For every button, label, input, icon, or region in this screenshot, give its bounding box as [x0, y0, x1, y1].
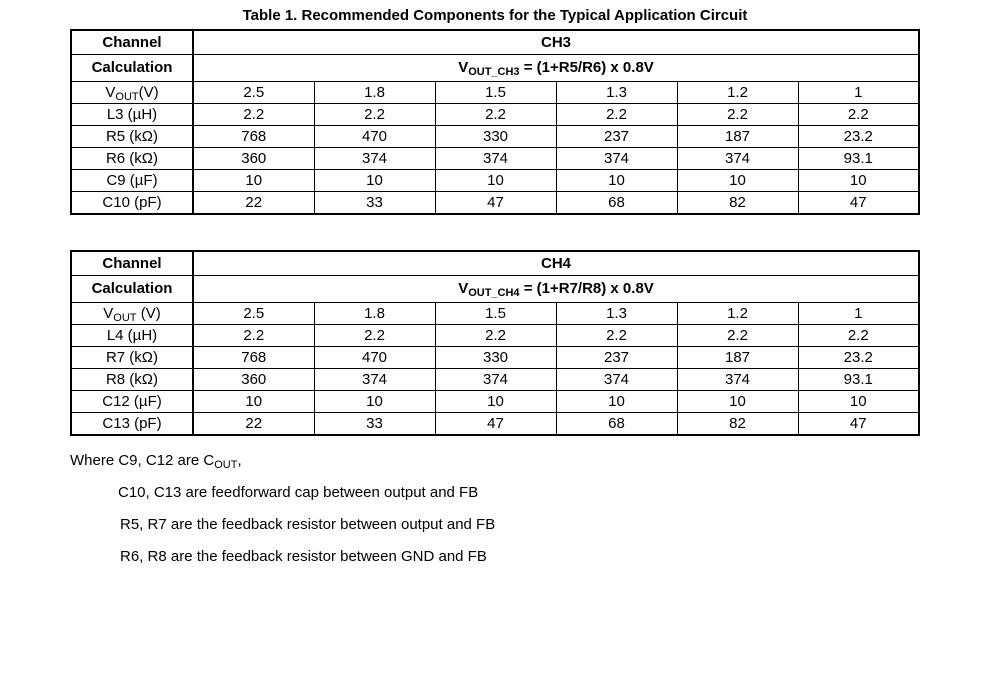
formula-rest: = (1+R5/R6) x 0.8V [519, 59, 654, 76]
row-label-main: C9 (µF) [106, 172, 158, 189]
channel-row [71, 251, 919, 276]
table-cell: 768 [193, 126, 314, 148]
table-cell: 2.2 [314, 104, 435, 126]
row-label [71, 369, 193, 391]
ch4-table-body [71, 251, 919, 435]
table-row [71, 126, 919, 148]
table-row [71, 104, 919, 126]
table-cell: 2.2 [556, 325, 677, 347]
table-cell: 470 [314, 347, 435, 369]
calculation-formula [193, 55, 919, 82]
table-cell: 10 [556, 391, 677, 413]
table-cell: 237 [556, 347, 677, 369]
row-label-main: R7 (kΩ) [105, 349, 159, 366]
table-cell: 2.2 [435, 325, 556, 347]
table-cell: 10 [677, 170, 798, 192]
row-label-sub: OUT [113, 312, 137, 324]
table-cell: 374 [314, 369, 435, 391]
table-cell: 10 [556, 170, 677, 192]
table-cell: 374 [556, 148, 677, 170]
calculation-label: Calculation [71, 55, 193, 82]
calculation-formula [193, 276, 919, 303]
table-cell: 374 [677, 369, 798, 391]
table-cell: 374 [435, 148, 556, 170]
channel-value: CH3 [193, 30, 919, 55]
table-cell: 330 [435, 347, 556, 369]
table-cell: 93.1 [798, 148, 919, 170]
table-row [71, 303, 919, 325]
row-label [71, 413, 193, 436]
row-label-unit: (V) [138, 84, 159, 101]
table-cell: 1.8 [314, 82, 435, 104]
row-label-main: C12 (µF) [102, 393, 162, 410]
table-cell: 10 [798, 391, 919, 413]
table-cell: 10 [798, 170, 919, 192]
row-label [71, 148, 193, 170]
table-cell: 47 [435, 192, 556, 215]
table-cell: 1.5 [435, 82, 556, 104]
row-label-main: V [103, 305, 114, 322]
table-cell: 2.2 [677, 104, 798, 126]
row-label-main: C10 (pF) [102, 194, 162, 211]
table-cell: 2.2 [798, 325, 919, 347]
channel-row [71, 30, 919, 55]
row-label [71, 104, 193, 126]
table-cell: 1.3 [556, 82, 677, 104]
table-cell: 374 [677, 148, 798, 170]
table-cell: 93.1 [798, 369, 919, 391]
table-cell: 82 [677, 413, 798, 436]
table-cell: 1 [798, 303, 919, 325]
channel-value: CH4 [193, 251, 919, 276]
calculation-row [71, 55, 919, 82]
formula-rest: = (1+R7/R8) x 0.8V [519, 280, 654, 297]
row-label-unit: (V) [136, 305, 161, 322]
table-cell: 1 [798, 82, 919, 104]
table-cell: 1.2 [677, 82, 798, 104]
formula-sub: OUT_CH3 [468, 66, 520, 78]
row-label [71, 82, 193, 104]
table-cell: 10 [677, 391, 798, 413]
table-cell: 1.5 [435, 303, 556, 325]
table-cell: 10 [314, 391, 435, 413]
table-cell: 23.2 [798, 126, 919, 148]
table-cell: 768 [193, 347, 314, 369]
table-cell: 470 [314, 126, 435, 148]
formula-v: V [458, 59, 469, 76]
table-row [71, 369, 919, 391]
table-cell: 2.2 [556, 104, 677, 126]
table-cell: 22 [193, 413, 314, 436]
table-cell: 10 [435, 391, 556, 413]
table-row [71, 82, 919, 104]
table-cell: 10 [193, 170, 314, 192]
table-cell: 47 [798, 192, 919, 215]
formula-sub: OUT_CH4 [468, 287, 520, 299]
ch4-component-table [70, 250, 920, 436]
table-cell: 374 [435, 369, 556, 391]
table-cell: 2.2 [677, 325, 798, 347]
row-label-main: L4 (µH) [106, 327, 158, 344]
row-label-main: R6 (kΩ) [105, 150, 159, 167]
table-cell: 2.5 [193, 82, 314, 104]
note-cout-sub: OUT [214, 459, 238, 471]
row-label [71, 325, 193, 347]
table-cell: 22 [193, 192, 314, 215]
table-cell: 360 [193, 148, 314, 170]
table-cell: 1.8 [314, 303, 435, 325]
row-label-main: R8 (kΩ) [105, 371, 159, 388]
table-cell: 2.2 [193, 104, 314, 126]
row-label-main: L3 (µH) [106, 106, 158, 123]
row-label [71, 303, 193, 325]
ch3-table-body [71, 30, 919, 214]
note-cout [70, 452, 242, 470]
table-cell: 33 [314, 192, 435, 215]
table-cell: 1.2 [677, 303, 798, 325]
table-cell: 360 [193, 369, 314, 391]
table-row [71, 413, 919, 436]
table-cell: 187 [677, 347, 798, 369]
row-label [71, 347, 193, 369]
table-cell: 2.2 [798, 104, 919, 126]
row-label-main: C13 (pF) [102, 415, 162, 432]
table-cell: 2.5 [193, 303, 314, 325]
row-label-sub: OUT [115, 91, 139, 103]
table-cell: 68 [556, 413, 677, 436]
table-cell: 374 [314, 148, 435, 170]
table-cell: 1.3 [556, 303, 677, 325]
table-row [71, 148, 919, 170]
calculation-row [71, 276, 919, 303]
note-feedback-output: R5, R7 are the feedback resistor between output and FB [120, 516, 496, 533]
row-label [71, 391, 193, 413]
table-cell: 2.2 [193, 325, 314, 347]
channel-label: Channel [71, 251, 193, 276]
table-row [71, 347, 919, 369]
row-label [71, 126, 193, 148]
channel-label: Channel [71, 30, 193, 55]
table-cell: 82 [677, 192, 798, 215]
table-row [71, 170, 919, 192]
table-row [71, 391, 919, 413]
table-cell: 187 [677, 126, 798, 148]
table-cell: 68 [556, 192, 677, 215]
table-cell: 33 [314, 413, 435, 436]
note-feedforward: C10, C13 are feedforward cap between output and FB [118, 484, 479, 501]
table-cell: 2.2 [314, 325, 435, 347]
table-cell: 330 [435, 126, 556, 148]
calculation-label: Calculation [71, 276, 193, 303]
ch3-component-table [70, 29, 920, 215]
table-cell: 47 [435, 413, 556, 436]
table-cell: 47 [798, 413, 919, 436]
table-row [71, 192, 919, 215]
table-cell: 2.2 [435, 104, 556, 126]
row-label [71, 170, 193, 192]
row-label-main: V [105, 84, 116, 101]
note-cout-prefix: Where C9, C12 are C [70, 452, 215, 469]
table-row [71, 325, 919, 347]
table-cell: 237 [556, 126, 677, 148]
row-label [71, 192, 193, 215]
note-feedback-gnd: R6, R8 are the feedback resistor between GND and FB [120, 548, 487, 565]
table-cell: 374 [556, 369, 677, 391]
table-cell: 23.2 [798, 347, 919, 369]
formula-v: V [458, 280, 469, 297]
row-label-main: R5 (kΩ) [105, 128, 159, 145]
table-cell: 10 [193, 391, 314, 413]
note-cout-suffix: , [237, 452, 242, 469]
table-cell: 10 [435, 170, 556, 192]
table-title: Table 1. Recommended Components for the Typical Application Circuit [242, 7, 748, 24]
table-cell: 10 [314, 170, 435, 192]
